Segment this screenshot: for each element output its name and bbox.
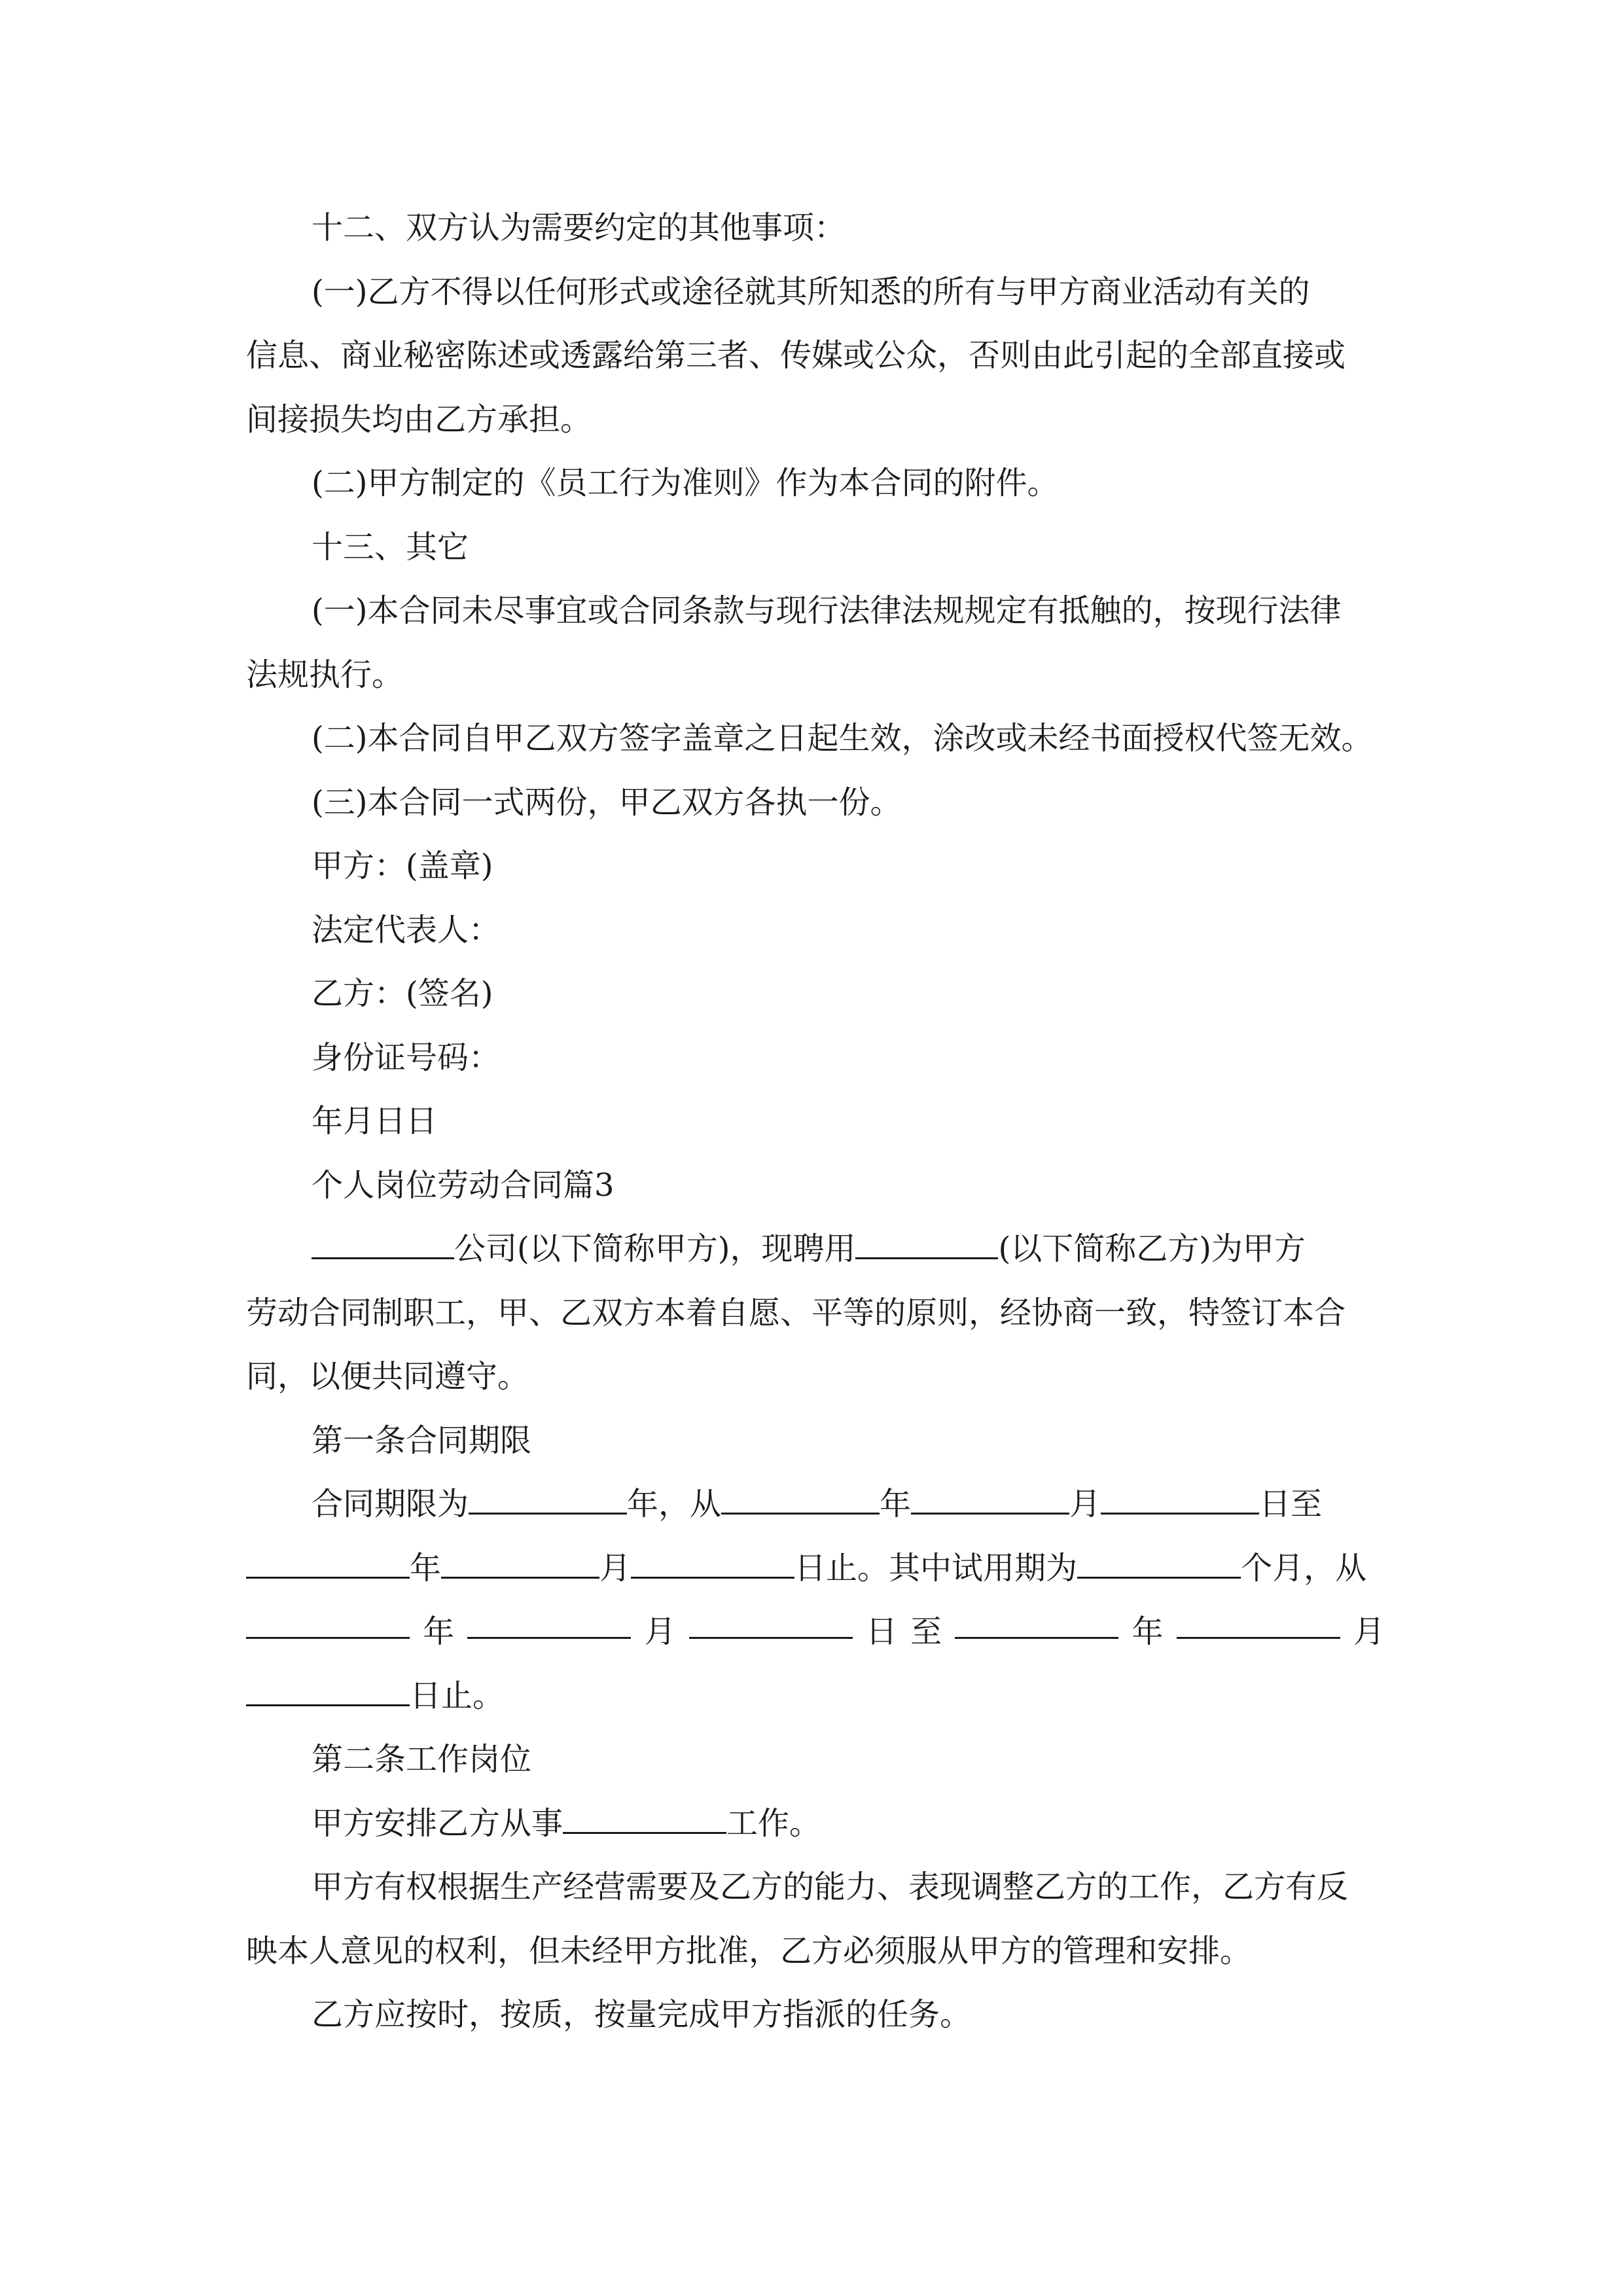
company-name-blank[interactable] — [312, 1221, 454, 1259]
article-1-line-3: 年 月 日 至 年 月 — [246, 1600, 1385, 1664]
article-1-line-1: 合同期限为 年，从 年 月 日至 — [246, 1473, 1385, 1537]
article-1-title: 第一条合同期限 — [312, 1422, 532, 1459]
start-day-blank[interactable] — [1101, 1476, 1259, 1515]
section-title: 个人岗位劳动合同篇3 — [312, 1166, 615, 1204]
legal-representative: 法定代表人： — [312, 911, 501, 948]
clause-12-item-1-line-2: 信息、商业秘密陈述或透露给第三者、传媒或公众，否则由此引起的全部直接或 — [246, 337, 1346, 374]
probation-start-year-blank[interactable] — [246, 1600, 410, 1639]
clause-12-item-2: (二)甲方制定的《员工行为准则》作为本合同的附件。 — [312, 465, 1059, 501]
intro-line-2: 劳动合同制职工，甲、乙双方本着自愿、平等的原则，经协商一致，特签订本合 — [246, 1294, 1346, 1331]
clause-13-heading: 十三、其它 — [312, 528, 469, 565]
document-body — [246, 196, 1385, 2047]
probation-start-month-blank[interactable] — [467, 1600, 631, 1639]
term-years-blank[interactable] — [469, 1476, 627, 1515]
clause-13-item-2: (二)本合同自甲乙双方签字盖章之日起生效，涂改或未经书面授权代签无效。 — [312, 720, 1373, 757]
clause-13-item-1-line-2: 法规执行。 — [246, 656, 404, 693]
intro-line-3: 同，以便共同遵守。 — [246, 1358, 529, 1395]
article-2-rights-line-1: 甲方有权根据生产经营需要及乙方的能力、表现调整乙方的工作，乙方有反 — [312, 1869, 1349, 1905]
article-2-task: 乙方应按时，按质，按量完成甲方指派的任务。 — [312, 1996, 972, 2033]
employee-name-blank[interactable] — [855, 1221, 998, 1259]
party-b-signature: 乙方：(签名) — [312, 975, 493, 1012]
clause-12-item-1-line-3: 间接损失均由乙方承担。 — [246, 401, 592, 438]
article-2-assignment: 甲方安排乙方从事 工作。 — [246, 1792, 1385, 1856]
id-number: 身份证号码： — [312, 1039, 501, 1076]
job-position-blank[interactable] — [563, 1795, 726, 1834]
start-month-blank[interactable] — [911, 1476, 1069, 1515]
clause-13-item-1-line-1: (一)本合同未尽事宜或合同条款与现行法律法规规定有抵触的，按现行法律 — [312, 592, 1342, 629]
article-1-line-4: 日止。 — [246, 1664, 1385, 1729]
intro-line-1: 公司(以下简称甲方)，现聘用 (以下简称乙方)为甲方 — [246, 1217, 1385, 1282]
clause-13-item-3: (三)本合同一式两份，甲乙双方各执一份。 — [312, 783, 902, 821]
probation-months-blank[interactable] — [1077, 1540, 1241, 1579]
probation-end-day-blank[interactable] — [246, 1668, 410, 1706]
end-year-blank[interactable] — [246, 1540, 410, 1579]
article-1-line-2: 年 月 日止。其中试用期为 个月，从 — [246, 1537, 1385, 1601]
start-year-blank[interactable] — [721, 1476, 880, 1515]
probation-start-day-blank[interactable] — [689, 1600, 853, 1639]
end-month-blank[interactable] — [441, 1540, 599, 1579]
end-day-blank[interactable] — [631, 1540, 794, 1579]
date-line: 年月日日 — [312, 1103, 438, 1139]
probation-end-month-blank[interactable] — [1177, 1600, 1340, 1639]
article-2-title: 第二条工作岗位 — [312, 1741, 532, 1778]
clause-12-item-1-line-1: (一)乙方不得以任何形式或途径就其所知悉的所有与甲方商业活动有关的 — [312, 273, 1310, 310]
article-2-rights-line-2: 映本人意见的权利，但未经甲方批准，乙方必须服从甲方的管理和安排。 — [246, 1932, 1252, 1969]
party-a-seal: 甲方：(盖章) — [312, 848, 493, 884]
clause-12-heading: 十二、双方认为需要约定的其他事项： — [312, 209, 846, 246]
probation-end-year-blank[interactable] — [955, 1600, 1118, 1639]
